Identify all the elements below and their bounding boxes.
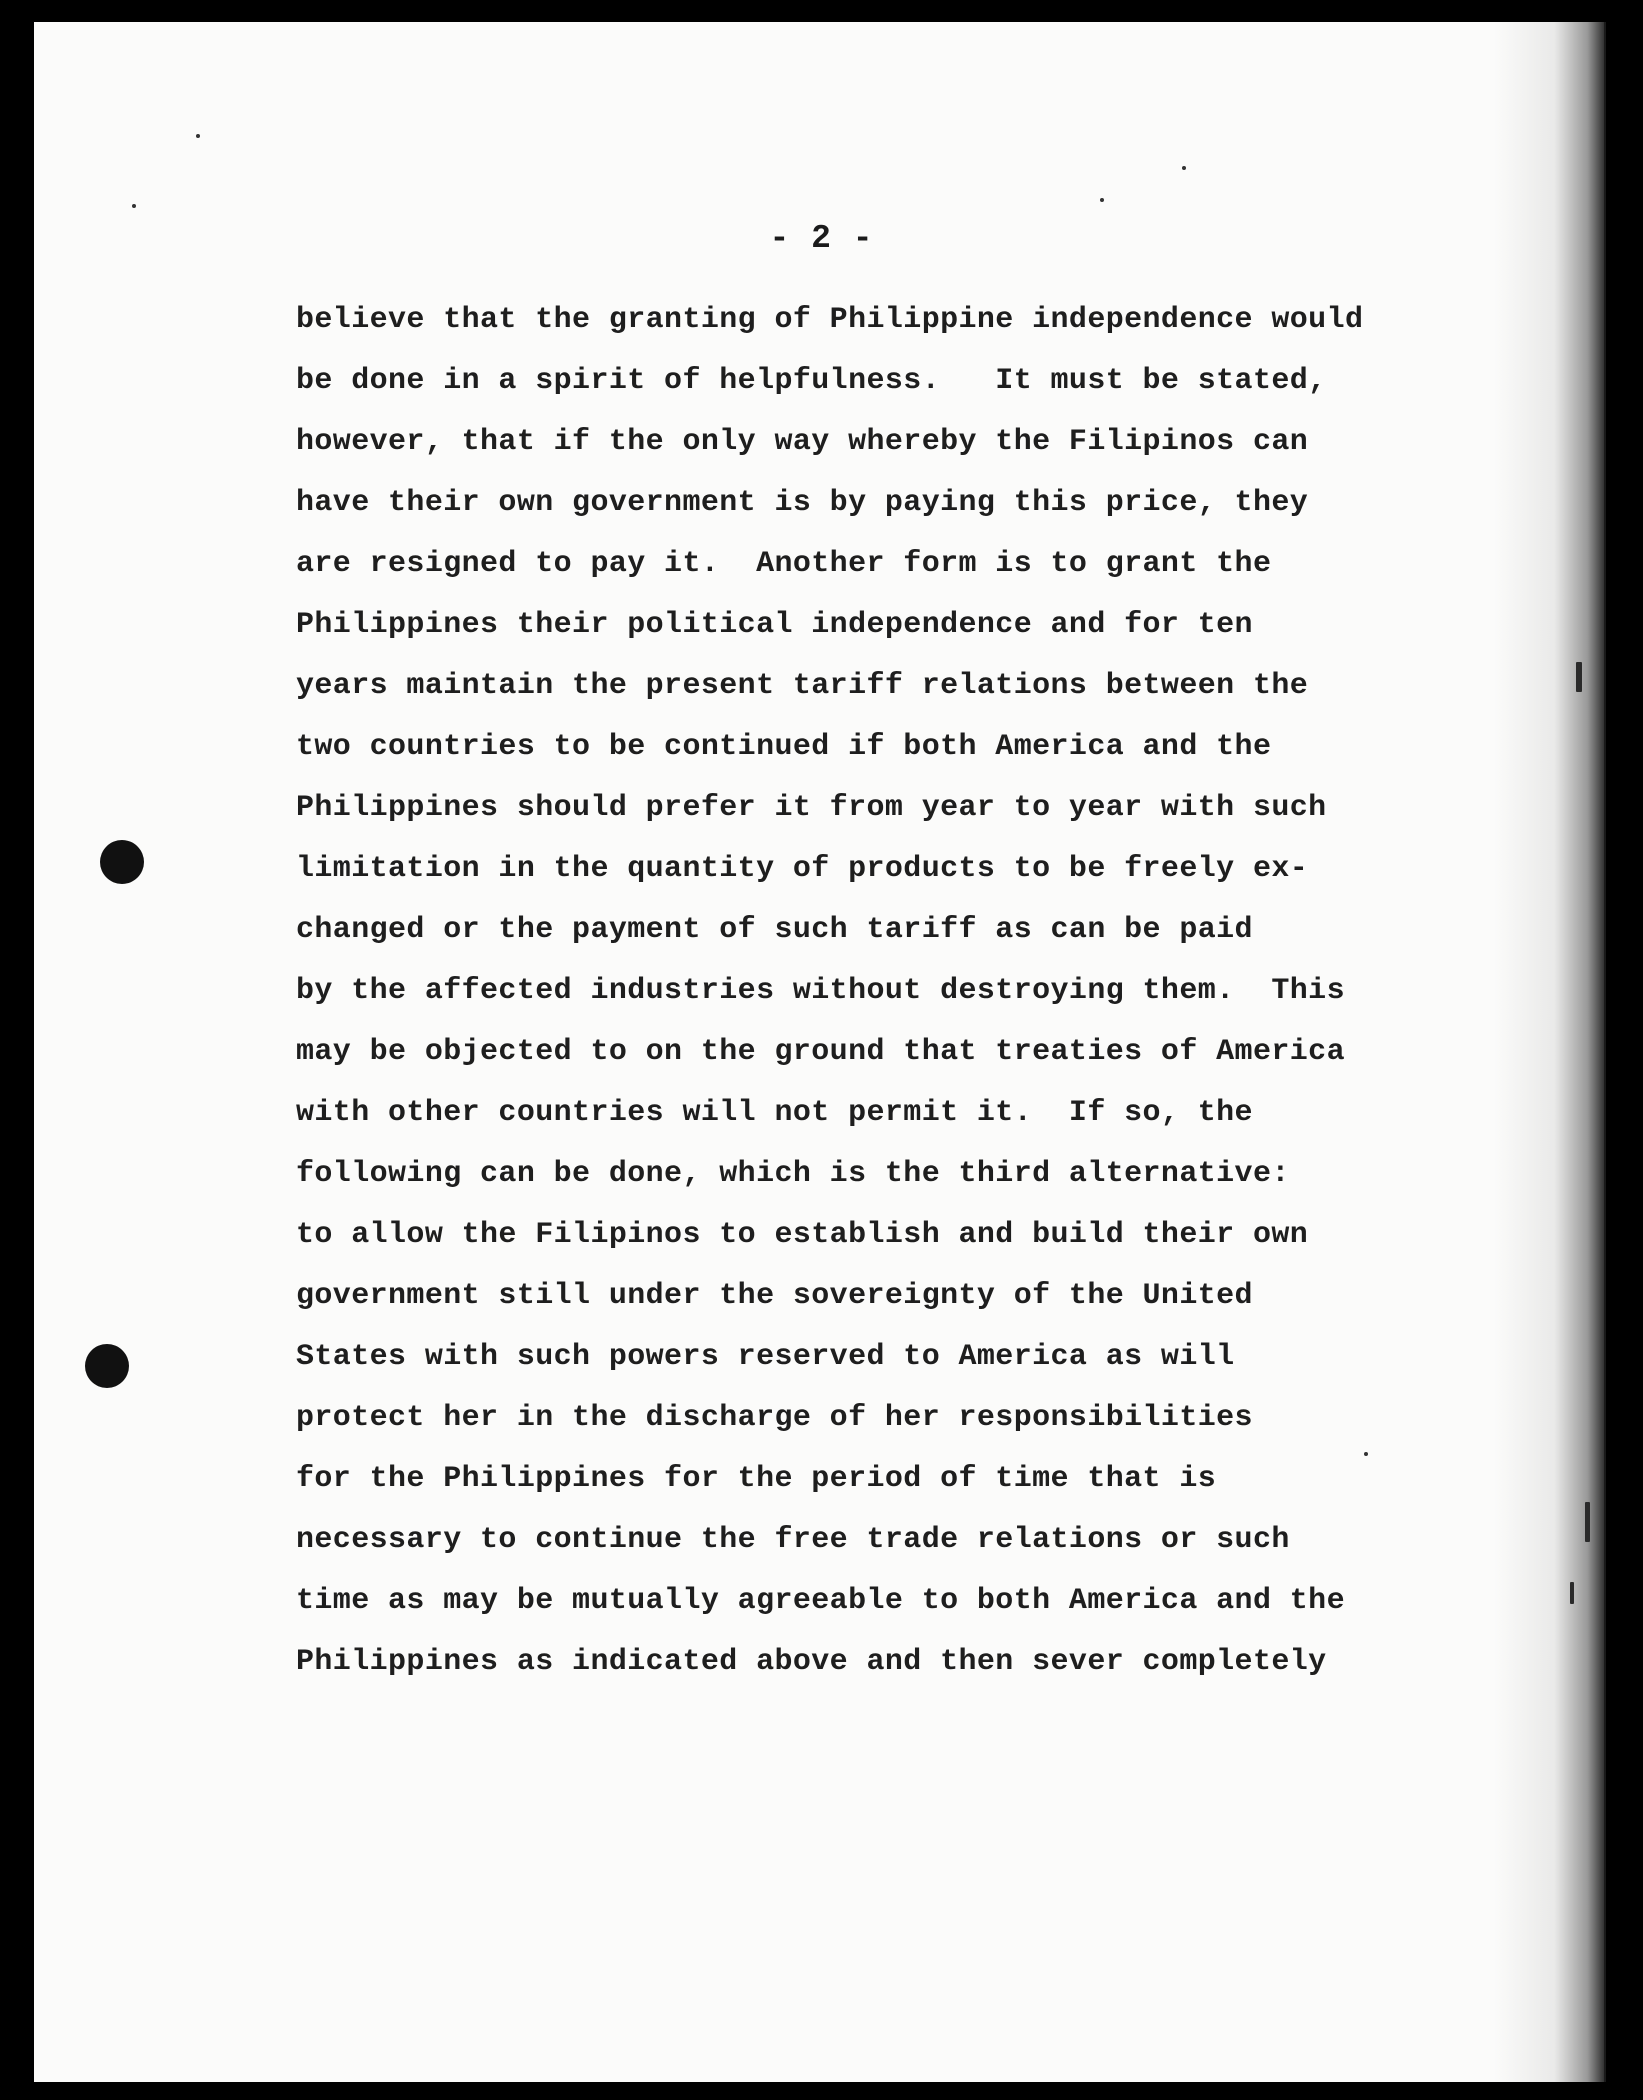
text-line: however, that if the only way whereby the Filipinos can xyxy=(296,425,1309,459)
text-line: for the Philippines for the period of time that is xyxy=(296,1462,1217,1496)
text-line: government still under the sovereignty of the United xyxy=(296,1279,1253,1313)
text-line: States with such powers reserved to America as will xyxy=(296,1340,1235,1374)
text-line: following can be done, which is the third alternative: xyxy=(296,1157,1290,1191)
text-line: by the affected industries without destroying them. This xyxy=(296,974,1345,1008)
dust-speck xyxy=(196,134,200,138)
text-line: time as may be mutually agreeable to both America and the xyxy=(296,1584,1345,1618)
text-line: protect her in the discharge of her responsibilities xyxy=(296,1401,1253,1435)
edge-mark xyxy=(1570,1582,1574,1604)
punch-hole-upper xyxy=(100,840,144,884)
text-line: two countries to be continued if both America and the xyxy=(296,730,1272,764)
body-text xyxy=(296,290,1363,1693)
dust-speck xyxy=(1364,1452,1368,1456)
dust-speck xyxy=(132,204,136,208)
text-line: years maintain the present tariff relations between the xyxy=(296,669,1309,703)
text-line: limitation in the quantity of products to be freely ex- xyxy=(296,852,1309,886)
edge-mark xyxy=(1576,662,1582,692)
text-line: Philippines as indicated above and then sever completely xyxy=(296,1645,1327,1679)
text-line: Philippines their political independence and for ten xyxy=(296,608,1253,642)
text-line: be done in a spirit of helpfulness. It must be stated, xyxy=(296,364,1327,398)
text-line: changed or the payment of such tariff as can be paid xyxy=(296,913,1253,947)
text-line: necessary to continue the free trade relations or such xyxy=(296,1523,1290,1557)
punch-hole-lower xyxy=(85,1344,129,1388)
text-line: to allow the Filipinos to establish and build their own xyxy=(296,1218,1309,1252)
page-number: - 2 - xyxy=(769,220,874,257)
text-line: are resigned to pay it. Another form is to grant the xyxy=(296,547,1272,581)
edge-mark xyxy=(1585,1502,1590,1542)
page-edge-shadow xyxy=(1494,22,1604,2082)
dust-speck xyxy=(1100,198,1104,202)
text-line: have their own government is by paying this price, they xyxy=(296,486,1309,520)
text-line: may be objected to on the ground that treaties of America xyxy=(296,1035,1345,1069)
text-line: believe that the granting of Philippine independence would xyxy=(296,303,1364,337)
dust-speck xyxy=(1182,166,1186,170)
text-line: Philippines should prefer it from year to year with such xyxy=(296,791,1327,825)
text-line: with other countries will not permit it. If so, the xyxy=(296,1096,1253,1130)
